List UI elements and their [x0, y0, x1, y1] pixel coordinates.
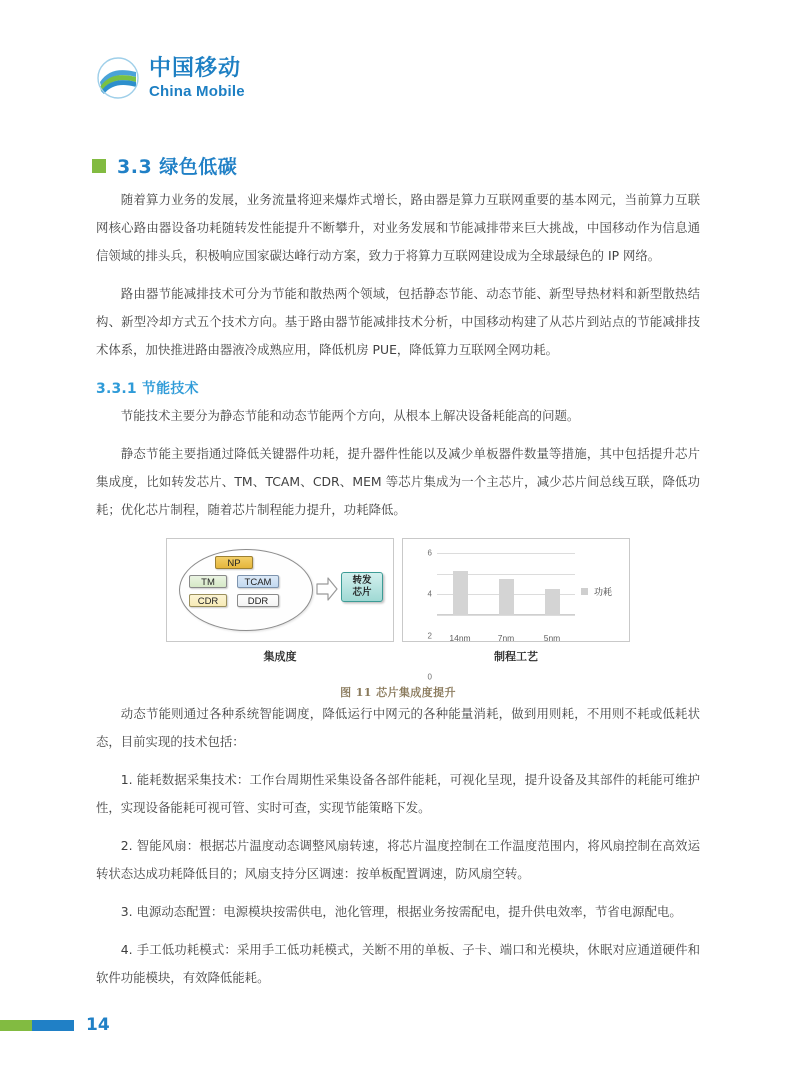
list-item-1: 1. 能耗数据采集技术：工作台周期性采集设备各部件能耗，可视化呈现，提升设备及其部件的耗能可维护性，实现设备能耗可视可管、实时可查，实现节能策略下发。 [96, 772, 700, 815]
figure-sublabel-integration: 集成度 [263, 650, 297, 663]
chart-x-tick-label: 14nm [449, 633, 471, 643]
forwarding-chip-line1: 转发 [352, 575, 372, 586]
chart-y-tick-label: 6 [427, 548, 432, 558]
figure-sublabels [96, 648, 700, 664]
legend-swatch-icon [581, 588, 588, 595]
section-heading [92, 152, 237, 179]
chart-bar [453, 571, 468, 615]
legend-label-power: 功耗 [594, 588, 613, 598]
list-item-3: 3. 电源动态配置：电源模块按需供电，池化管理，根据业务按需配电，提升供电效率，节省电源配电。 [120, 904, 682, 919]
chart-bar [545, 589, 560, 615]
arrow-right-icon [315, 575, 339, 603]
figure-sublabel-process: 制程工艺 [494, 650, 538, 663]
section-bullet-icon [92, 159, 106, 173]
subsection-heading-331: 3.3.1 节能技术 [96, 381, 199, 397]
chip-box-cdr: CDR [189, 594, 227, 607]
chip-box-np: NP [215, 556, 253, 569]
paragraph-static-energy-saving: 静态节能主要指通过降低关键器件功耗，提升器件性能以及减少单板器件数量等措施，其中包括提升芯片集成度，比如转发芯片、TM、TCAM、CDR、MEM 等芯片集成为一个主芯片，减少芯片间总线互联，降低功耗；优化芯片制程，随着芯片制程能力提升，功耗降低。 [96, 446, 700, 517]
chart-bar [499, 579, 514, 615]
paragraph-tech-domains: 路由器节能减排技术可分为节能和散热两个领域，包括静态节能、动态节能、新型导热材料和新型散热结构、新型冷却方式五个技术方向。基于路由器节能减排技术分析，中国移动构建了从芯片到站点的节能减排技术体系，加快推进路由器液冷成熟应用，降低机房 PUE，降低算力互联网全网功耗。 [96, 286, 700, 357]
brand-name-cn: 中国移动 [149, 56, 242, 82]
brand-name-en: China Mobile [149, 82, 245, 100]
paragraph-dynamic-energy-saving: 动态节能则通过各种系统智能调度，降低运行中网元的各种能量消耗，做到用则耗，不用则不耗或低耗状态，目前实现的技术包括： [96, 706, 700, 749]
chart-y-tick-label: 2 [427, 631, 432, 641]
chart-y-tick-label: 0 [427, 672, 432, 682]
brand-header [96, 56, 245, 100]
forwarding-chip-line2: 芯片 [352, 587, 372, 598]
figure-panel-integration [166, 538, 394, 642]
forwarding-chip-box [341, 572, 383, 602]
brand-wordmark [149, 57, 245, 99]
section-heading-text: 3.3 绿色低碳 [117, 156, 238, 178]
chip-box-tcam: TCAM [237, 575, 279, 588]
document-content [96, 186, 700, 1002]
chart-x-tick-label: 7nm [497, 633, 515, 643]
chip-box-ddr: DDR [237, 594, 279, 607]
paragraph-intro: 随着算力业务的发展，业务流量将迎来爆炸式增长，路由器是算力互联网重要的基本网元，当前算力互联网核心路由器设备功耗随转发性能提升不断攀升，对业务发展和节能减排带来巨大挑战，中国移动作为信息通信领域的排头兵，积极响应国家碳达峰行动方案，致力于将算力互联网建设成为全球最绿色的 IP 网络。 [96, 192, 700, 263]
chart-x-tick-label: 5nm [543, 633, 561, 643]
figure-caption: 图 11 芯片集成度提升 [340, 686, 456, 699]
chip-box-tm: TM [189, 575, 227, 588]
footer-accent-green [0, 1020, 32, 1031]
footer-accent-blue [32, 1020, 74, 1031]
paragraph-energy-saving-overview: 节能技术主要分为静态节能和动态节能两个方向，从根本上解决设备耗能高的问题。 [120, 408, 580, 423]
figure-11 [96, 538, 700, 700]
list-item-2: 2. 智能风扇：根据芯片温度动态调整风扇转速，将芯片温度控制在工作温度范围内，将风扇控制在高效运转状态达成功耗降低目的；风扇支持分区调速：按单板配置调速，防风扇空转。 [96, 838, 700, 881]
page-footer [0, 1015, 110, 1035]
chart-y-tick-label: 4 [427, 589, 432, 599]
list-item-4: 4. 手工低功耗模式：采用手工低功耗模式，关断不用的单板、子卡、端口和光模块，休眠对应通道硬件和软件功能模块，有效降低能耗。 [96, 942, 700, 985]
page-number: 14 [86, 1015, 110, 1035]
chart-gridline [427, 548, 575, 558]
china-mobile-logo-icon [96, 56, 140, 100]
chart-legend [581, 585, 612, 598]
